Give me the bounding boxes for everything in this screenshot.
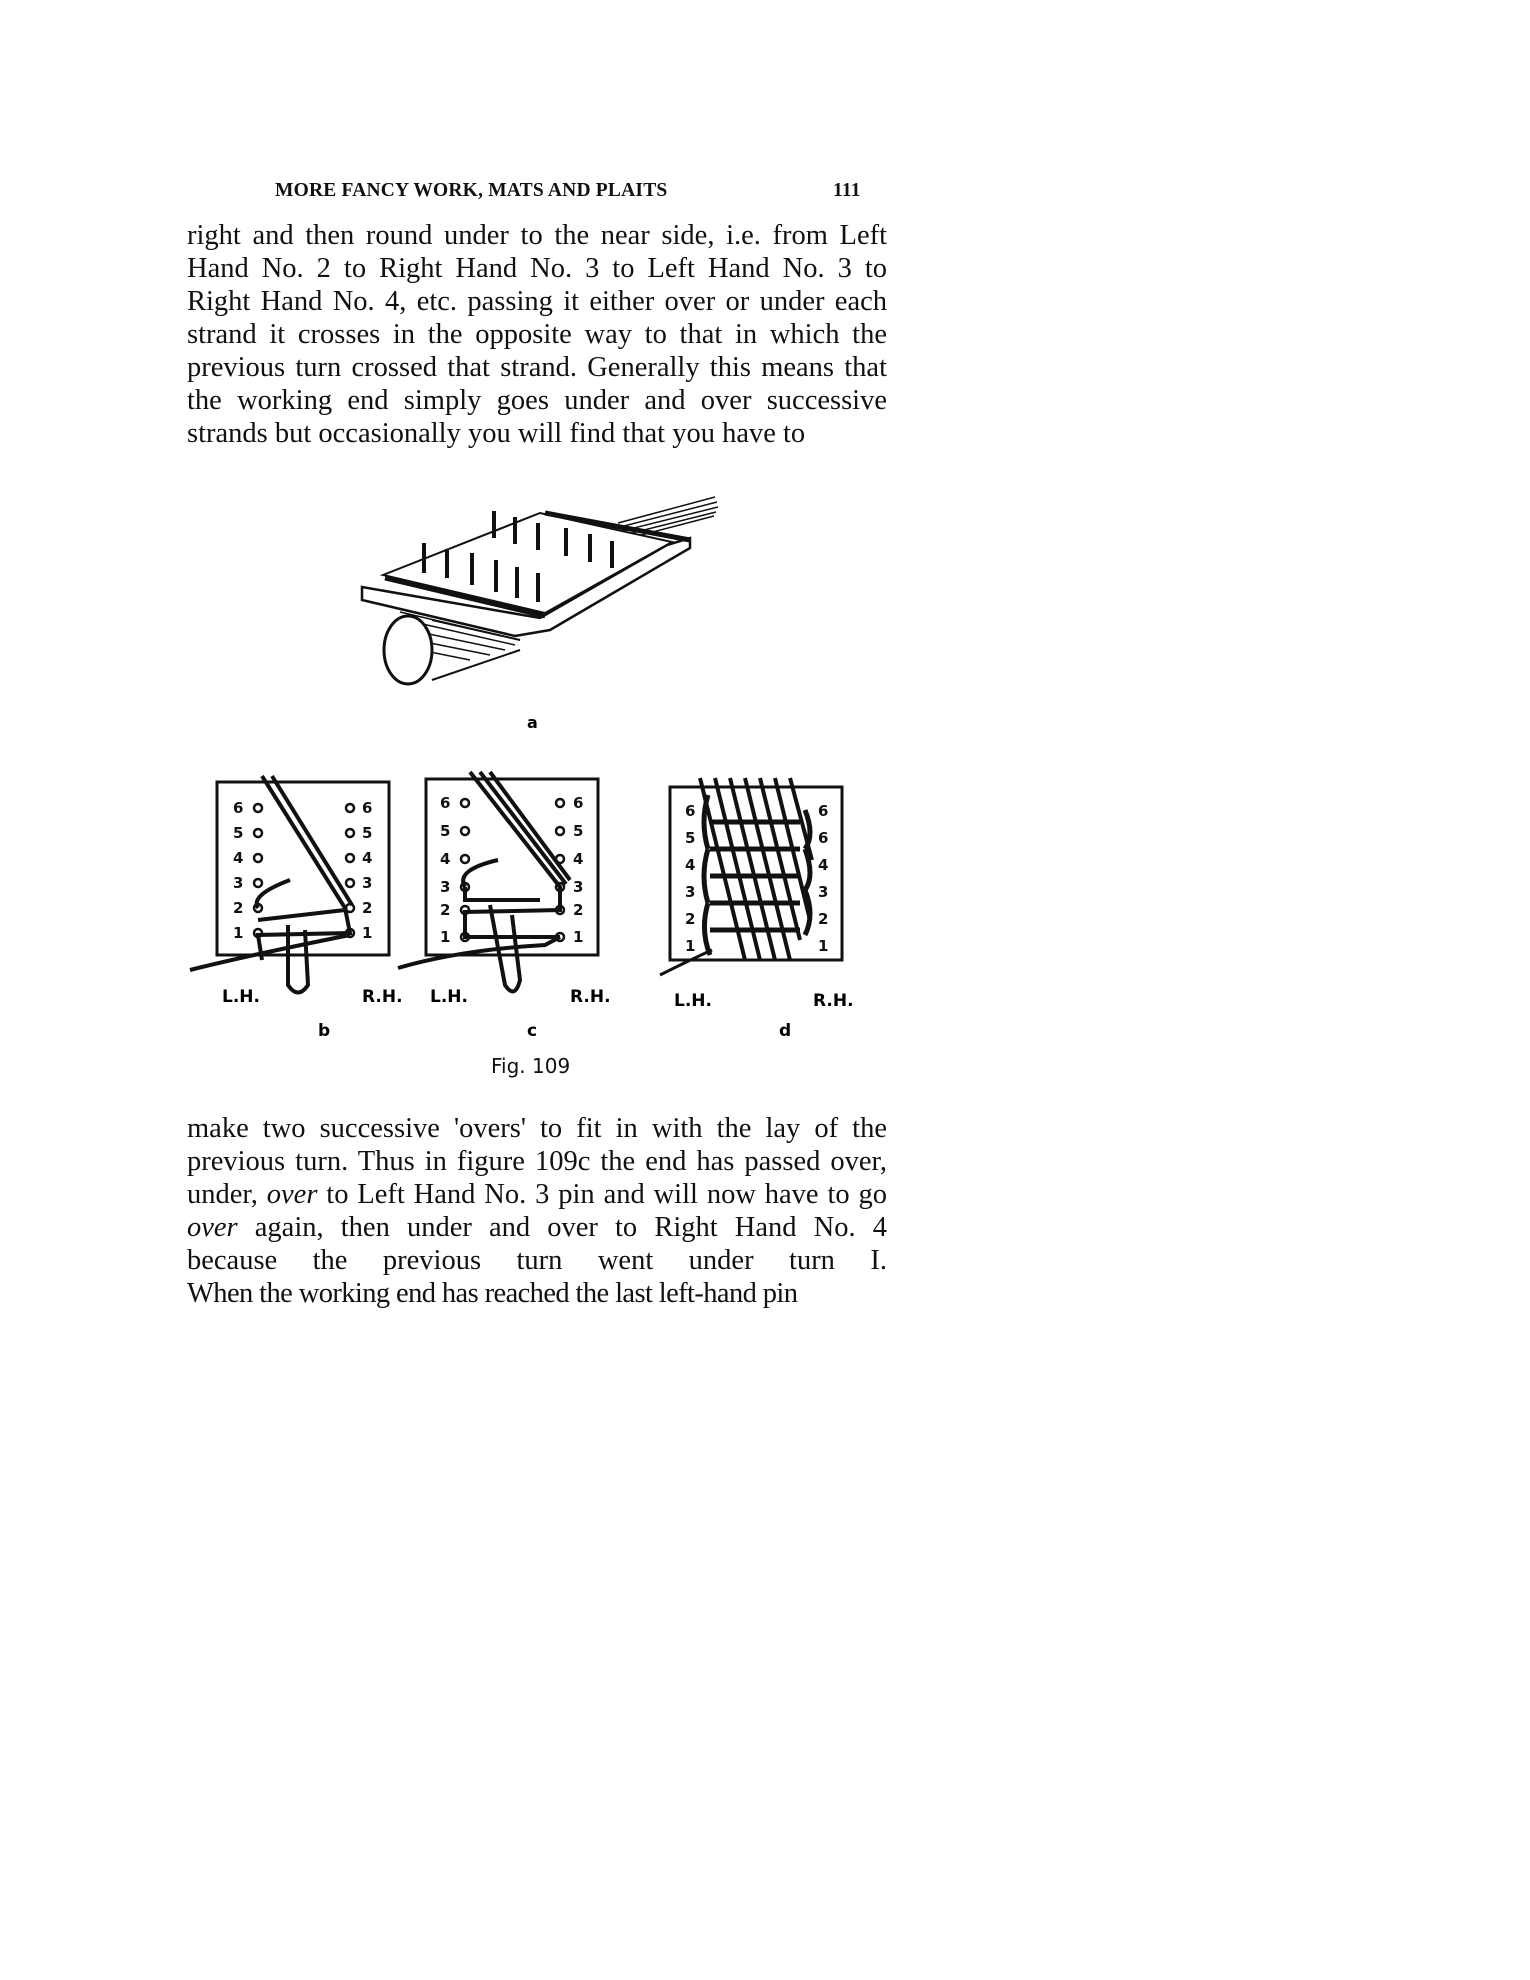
text-line: because the previous turn went under turn I. (187, 1245, 887, 1276)
text-line: Hand No. 2 to Right Hand No. 3 to Left Hand No. 3 to (187, 253, 887, 284)
pin-number: 1 (573, 928, 584, 946)
left-hand-label: L.H. (222, 987, 260, 1007)
figure-a-pin-board-illustration (0, 0, 718, 684)
right-hand-label: R.H. (570, 987, 611, 1007)
pin-number: 6 (573, 794, 584, 812)
pin-number: 6 (233, 799, 244, 817)
italic-text: over (187, 1212, 238, 1243)
left-hand-label: L.H. (674, 991, 712, 1011)
text-segment: again, then under and over to Right Hand No. 4 (237, 1212, 887, 1243)
italic-text: over (266, 1179, 318, 1210)
pin-number: 4 (818, 856, 829, 874)
pin-number: 1 (233, 924, 244, 942)
pin-number: 2 (440, 901, 451, 919)
pin-number: 2 (573, 901, 584, 919)
figure-d-label: d (779, 1021, 792, 1041)
figure-b-label: b (318, 1021, 331, 1041)
pin-number: 6 (818, 802, 829, 820)
text-line (187, 1178, 887, 1211)
pin-number: 3 (233, 874, 244, 892)
pin-number: 6 (362, 799, 373, 817)
pin-number: 6 (685, 802, 696, 820)
text-line: right and then round under to the near side, i.e. from Left (187, 220, 887, 251)
text-segment: to Left Hand No. 3 pin and will now have to go (317, 1179, 888, 1210)
pin-number: 1 (440, 928, 451, 946)
pin-number: 2 (362, 899, 373, 917)
text-line: When the working end has reached the last left-hand pin (187, 1278, 798, 1309)
pin-number: 3 (440, 878, 451, 896)
text-line: previous turn. Thus in figure 109c the end has passed over, (187, 1146, 887, 1177)
right-hand-label: R.H. (362, 987, 403, 1007)
text-segment: under, (187, 1179, 267, 1210)
text-line: previous turn crossed that strand. Generally this means that (187, 352, 887, 383)
pin-number: 5 (573, 822, 584, 840)
pin-number: 1 (685, 937, 696, 955)
figure-c-diagram (398, 772, 611, 1041)
pin-number: 3 (573, 878, 584, 896)
pin-number: 2 (685, 910, 696, 928)
pin-number: 2 (233, 899, 244, 917)
pin-number: 3 (818, 883, 829, 901)
text-line: Right Hand No. 4, etc. passing it either over or under each (187, 286, 887, 317)
pin-number: 4 (573, 850, 584, 868)
pin-number: 4 (362, 849, 373, 867)
right-hand-label: R.H. (813, 991, 854, 1011)
pin-number: 6 (818, 829, 829, 847)
pin-number: 5 (362, 824, 373, 842)
pin-number: 5 (233, 824, 244, 842)
text-line: strand it crosses in the opposite way to that in which the (187, 319, 887, 350)
pin-number: 1 (818, 937, 829, 955)
pin-number: 1 (362, 924, 373, 942)
text-line (187, 1211, 887, 1244)
pin-number: 2 (818, 910, 829, 928)
figure-a-label: a (527, 713, 538, 732)
pin-number: 5 (440, 822, 451, 840)
pin-number: 3 (685, 883, 696, 901)
page-number: 111 (833, 180, 861, 201)
running-title: MORE FANCY WORK, MATS AND PLAITS (275, 180, 668, 201)
pin-number: 5 (685, 829, 696, 847)
text-line: strands but occasionally you will find that you have to (187, 418, 806, 449)
pin-number: 3 (362, 874, 373, 892)
text-line: the working end simply goes under and over successive (187, 385, 887, 416)
figure-b-diagram (190, 776, 403, 1041)
pin-number: 4 (685, 856, 696, 874)
text-line: make two successive 'overs' to fit in with the lay of the (187, 1113, 887, 1144)
pin-number: 4 (233, 849, 244, 867)
figure-c-label: c (527, 1021, 538, 1041)
left-hand-label: L.H. (430, 987, 468, 1007)
pin-number: 4 (440, 850, 451, 868)
pin-number: 6 (440, 794, 451, 812)
figure-caption: Fig. 109 (491, 1054, 571, 1078)
figure-d-diagram (660, 778, 854, 1041)
